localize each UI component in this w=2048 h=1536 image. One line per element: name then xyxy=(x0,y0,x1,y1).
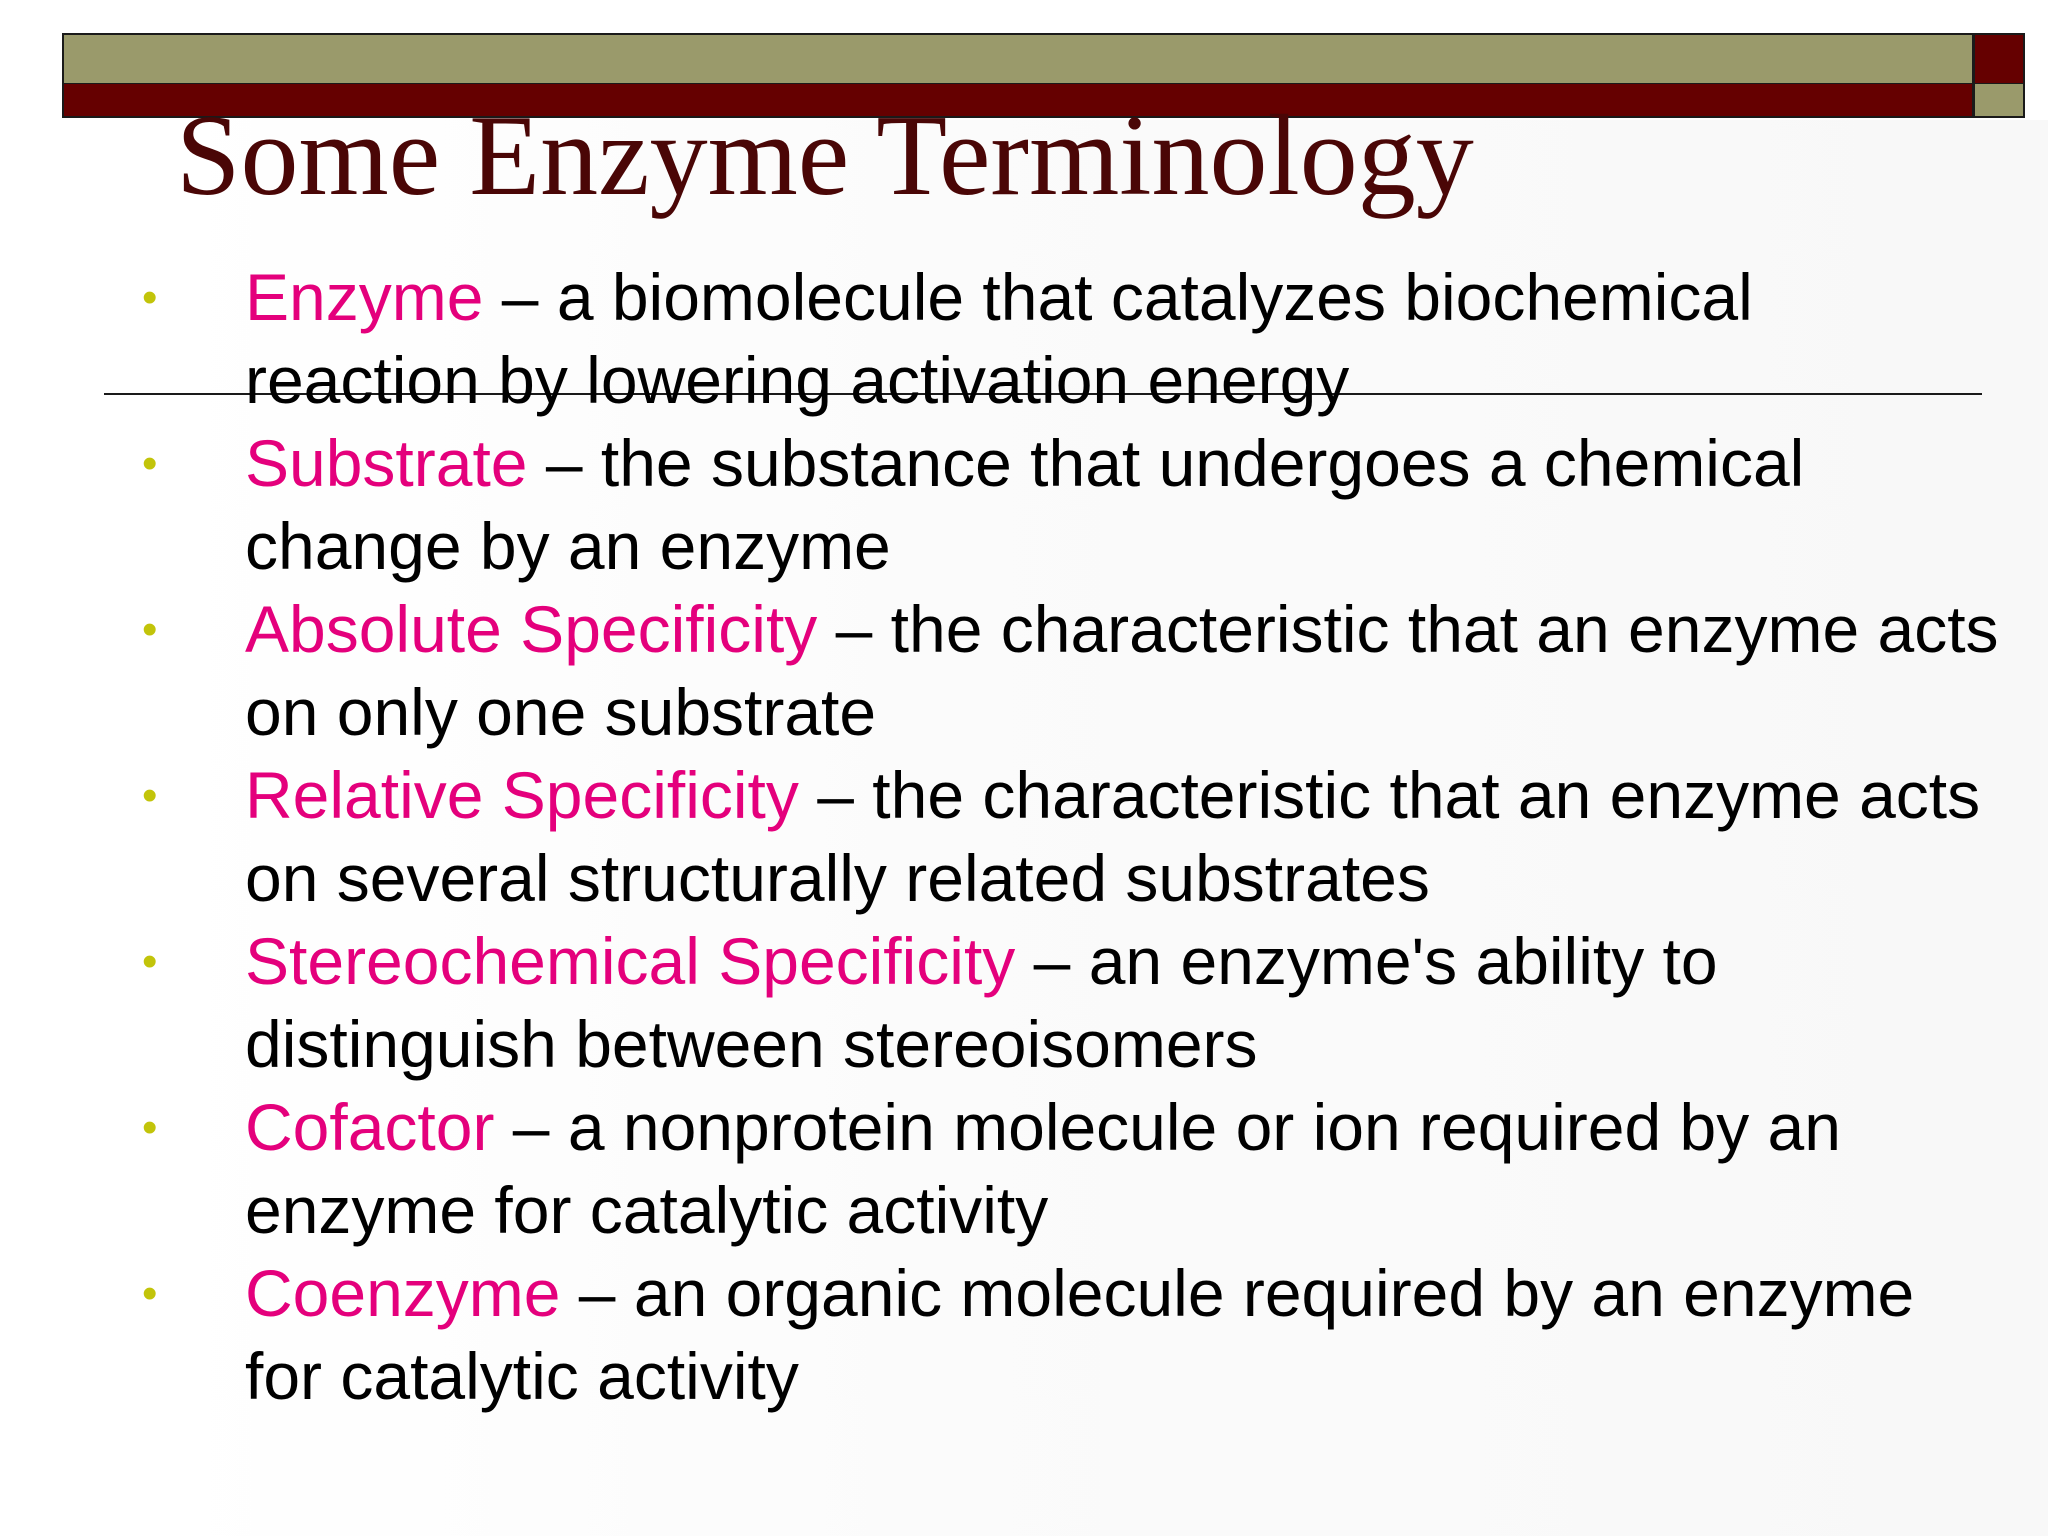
bullet-icon: • xyxy=(142,439,158,488)
separator: – xyxy=(527,426,601,500)
separator: – xyxy=(483,260,557,334)
term-label: Relative Specificity xyxy=(245,758,799,832)
term-definition: an organic molecule required by an enzyme for catalytic activity xyxy=(245,1256,1915,1413)
term-definition: a biomolecule that catalyzes biochemical reaction by lowering activation energy xyxy=(245,260,1753,417)
separator: – xyxy=(817,592,891,666)
term-label: Enzyme xyxy=(245,260,484,334)
term-label: Cofactor xyxy=(245,1090,495,1164)
list-item xyxy=(0,754,2005,920)
separator: – xyxy=(1015,924,1089,998)
header-band-olive xyxy=(62,33,1974,85)
separator: – xyxy=(798,758,873,832)
bullet-icon: • xyxy=(142,1103,158,1152)
header-corner-maroon xyxy=(1973,33,2025,85)
separator: – xyxy=(494,1090,568,1164)
term-label: Stereochemical Specificity xyxy=(245,924,1016,998)
list-item xyxy=(0,1086,2005,1252)
bullet-icon: • xyxy=(142,771,158,820)
slide-title: Some Enzyme Terminology xyxy=(176,92,1474,220)
list-item xyxy=(0,588,2005,754)
term-label: Coenzyme xyxy=(245,1256,561,1330)
list-item xyxy=(0,256,2005,422)
bullet-icon: • xyxy=(142,937,158,986)
bullet-icon: • xyxy=(142,1269,158,1318)
term-label: Absolute Specificity xyxy=(245,592,818,666)
bullet-icon: • xyxy=(142,605,158,654)
header-corner-olive xyxy=(1973,84,2025,118)
terminology-list xyxy=(0,256,2005,1418)
term-definition: the characteristic that an enzyme acts on only one substrate xyxy=(245,592,1999,749)
term-label: Substrate xyxy=(245,426,528,500)
list-item xyxy=(0,1252,2005,1418)
separator: – xyxy=(560,1256,634,1330)
term-definition: an enzyme's ability to distinguish between stereoisomers xyxy=(245,924,1718,1081)
term-definition: the characteristic that an enzyme acts on several structurally related substrates xyxy=(245,758,1981,915)
term-definition: a nonprotein molecule or ion required by an enzyme for catalytic activity xyxy=(245,1090,1841,1247)
list-item xyxy=(0,422,2005,588)
list-item xyxy=(0,920,2005,1086)
bullet-icon: • xyxy=(142,273,158,322)
term-definition: the substance that undergoes a chemical change by an enzyme xyxy=(245,426,1805,583)
